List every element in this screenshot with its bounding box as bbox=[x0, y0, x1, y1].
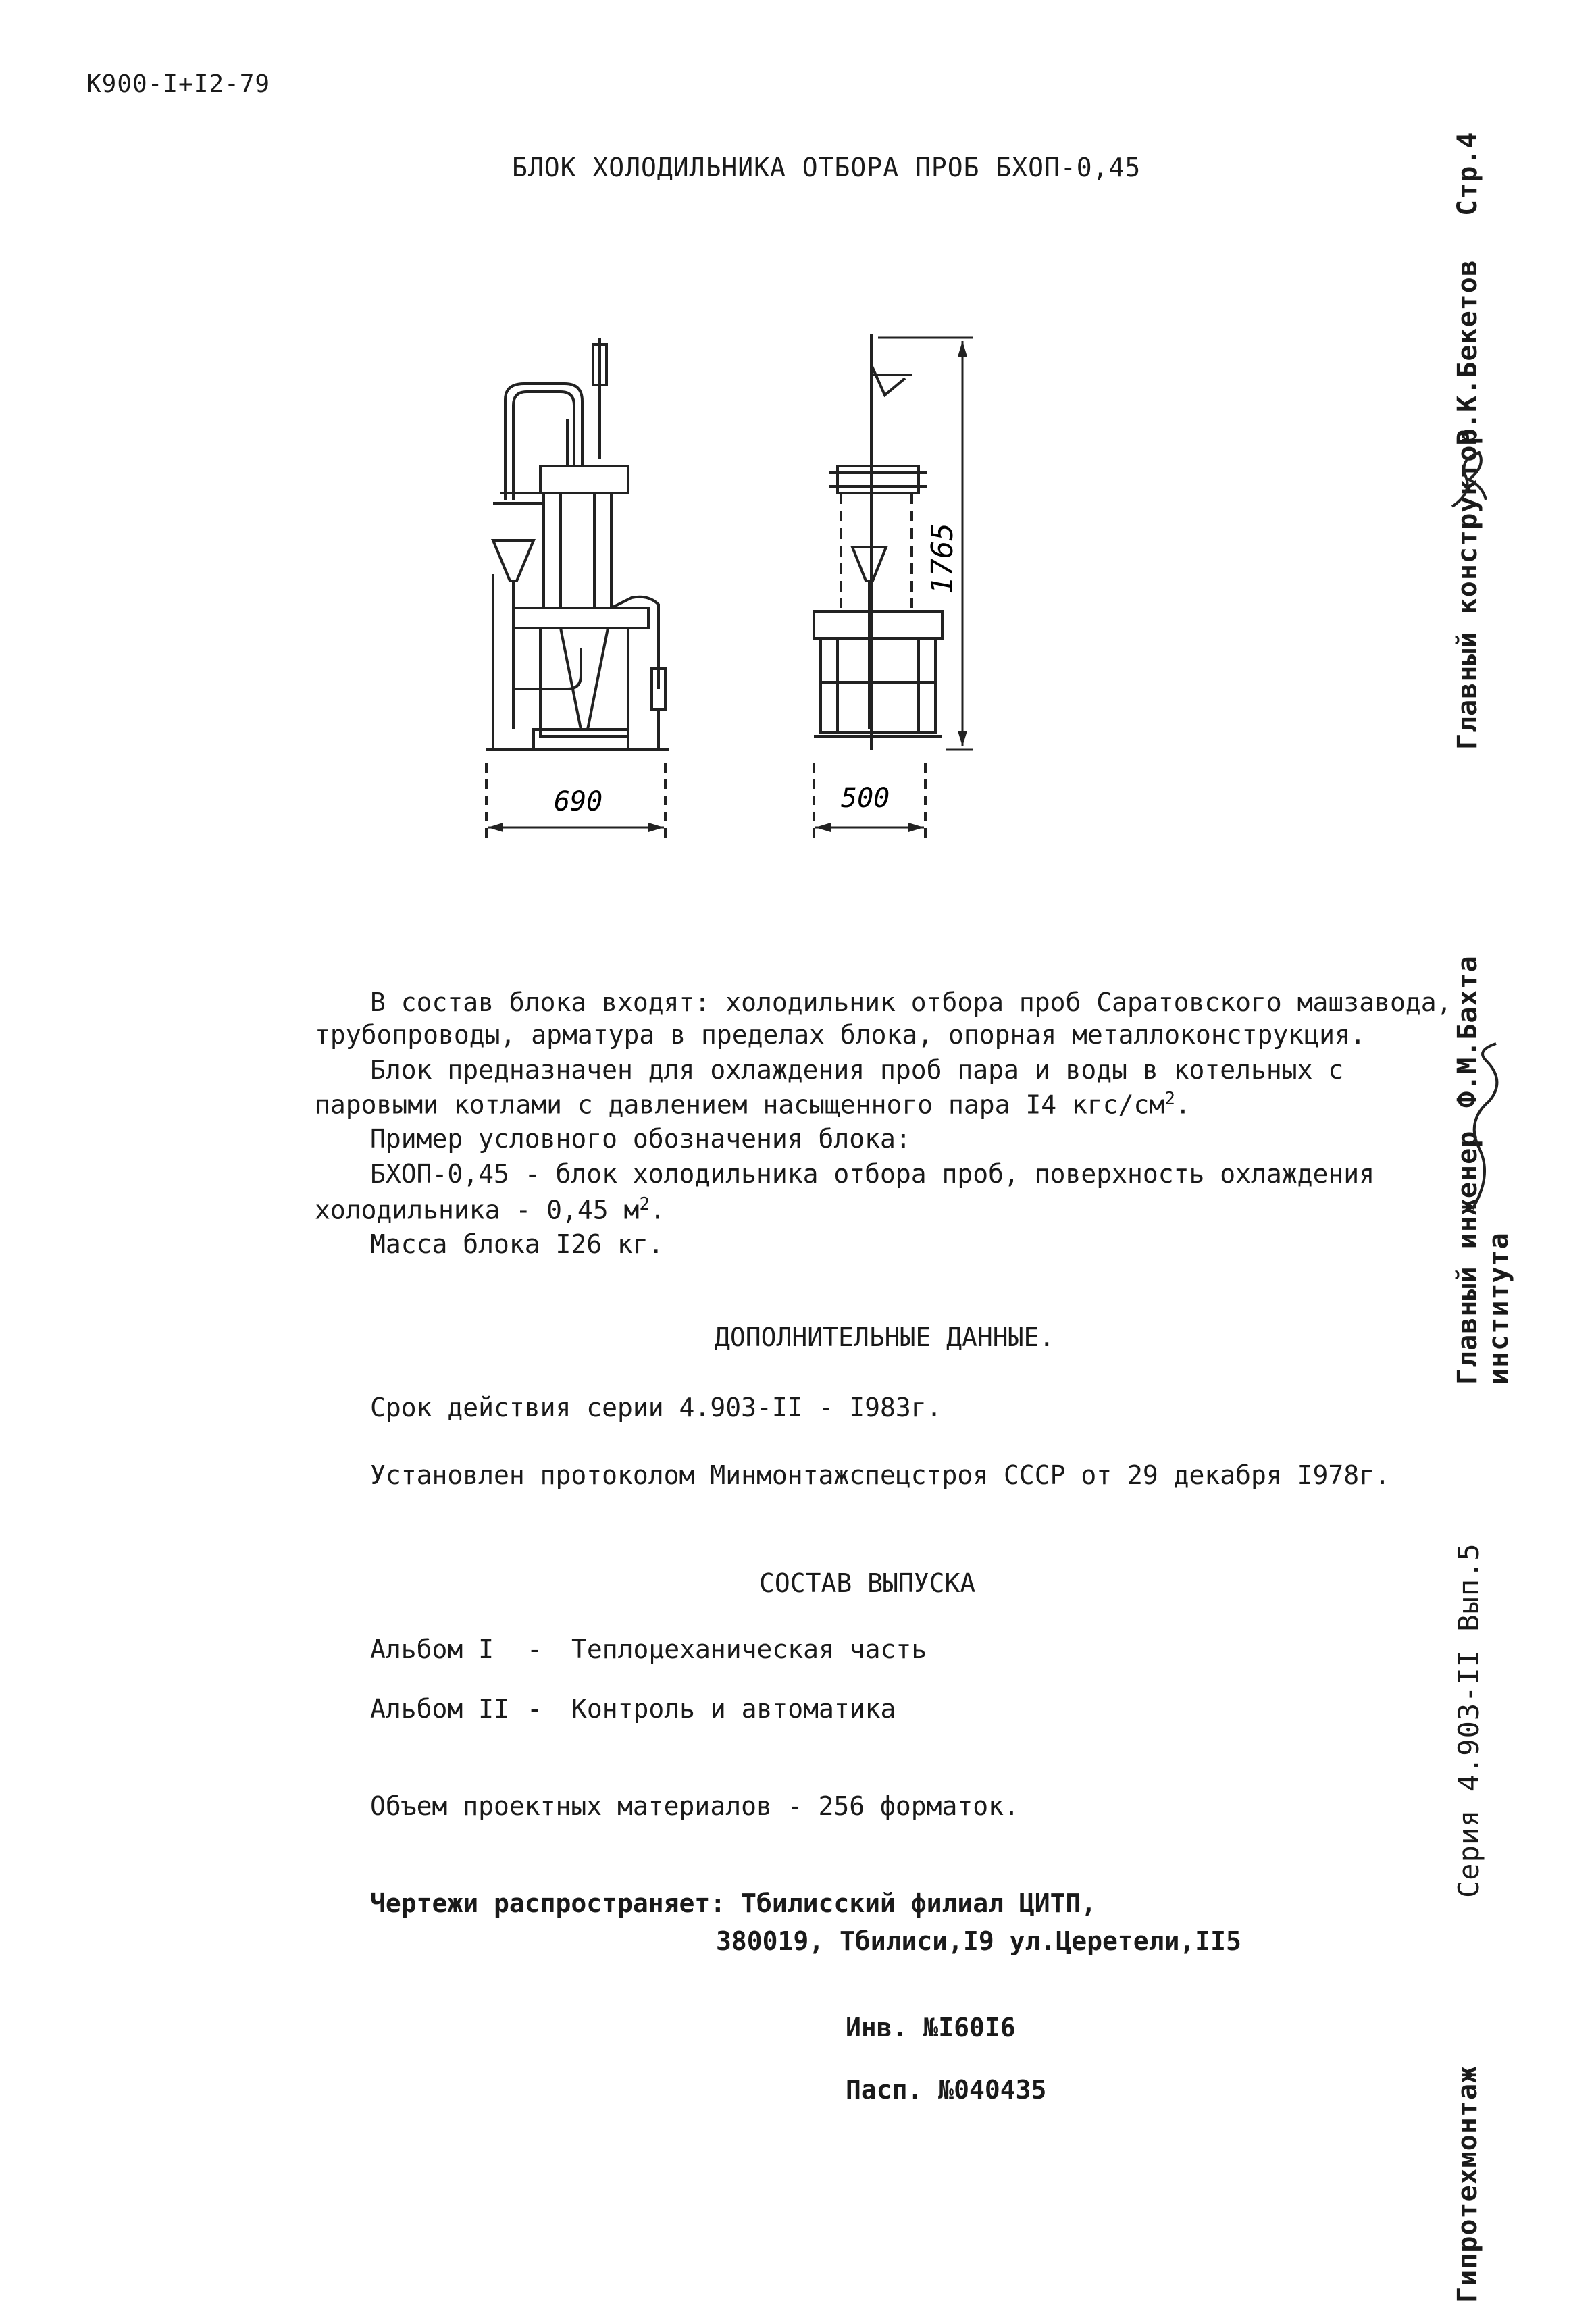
desc-p1-line1: В состав блока входят: холодильник отбора проб Саратовского машзавода, bbox=[370, 987, 1452, 1017]
album2-name: Контроль и автоматика bbox=[571, 1694, 896, 1724]
desc-p2-line2: паровыми котлами с давлением насыщенного пара I4 кгс/$см^2$. bbox=[315, 1089, 1191, 1120]
volume-text: Объем проектных материалов - 256 форматок. bbox=[370, 1791, 1019, 1821]
distribution-line1: Чертежи распространяет: Тбилисский филиал ЦИТП, bbox=[370, 1888, 1097, 1918]
distribution-line2: 380019, Тбилиси,I9 ул.Церетели,II5 bbox=[716, 1926, 1241, 1956]
page-title: БЛОК ХОЛОДИЛЬНИКА ОТБОРА ПРОБ БХОП-0,45 bbox=[512, 153, 1141, 182]
desc-p2-line1: Блок предназначен для охлаждения проб пара и воды в котельных с bbox=[370, 1055, 1344, 1085]
document-code: К900-I+I2-79 bbox=[86, 70, 271, 98]
designer-signature bbox=[1445, 439, 1493, 513]
chief-engineer-name: Ф.М.Бахта bbox=[1452, 955, 1483, 1108]
passport-number: Пасп. №040435 bbox=[846, 2075, 1047, 2105]
desc-p4-line2: холодильника - 0,45 $м^2$. bbox=[315, 1194, 665, 1225]
dimension-width-left: 690 bbox=[554, 786, 603, 817]
album2-dash: - bbox=[527, 1694, 542, 1724]
engineer-signature bbox=[1459, 1040, 1513, 1216]
additional-heading: ДОПОЛНИТЕЛЬНЫЕ ДАННЫЕ. bbox=[715, 1322, 1055, 1352]
desc-p5: Масса блока I26 кг. bbox=[370, 1229, 664, 1259]
inventory-number: Инв. №I60I6 bbox=[846, 2013, 1016, 2042]
dimension-height: 1765 bbox=[925, 523, 960, 594]
chief-designer-label: Главный конструктор bbox=[1452, 428, 1483, 750]
validity-text: Срок действия серии 4.903-II - I983г. bbox=[370, 1393, 942, 1422]
album1-label: Альбом I bbox=[370, 1635, 494, 1664]
release-heading: СОСТАВ ВЫПУСКА bbox=[759, 1568, 976, 1598]
page-number: Стр.4 bbox=[1452, 131, 1483, 216]
album1-dash: - bbox=[527, 1635, 542, 1664]
series-label: Серия 4.903-II Вып.5 bbox=[1452, 1543, 1485, 1898]
album1-name: Теплομеханическая часть bbox=[571, 1635, 927, 1664]
organization-name: Гипротехмонтаж bbox=[1452, 2065, 1483, 2303]
dimension-width-right: 500 bbox=[841, 783, 890, 814]
album2-label: Альбом II bbox=[370, 1694, 509, 1724]
desc-p4-line1: БХОП-0,45 - блок холодильника отбора проб, поверхность охлаждения bbox=[370, 1159, 1375, 1189]
desc-p3: Пример условного обозначения блока: bbox=[370, 1124, 911, 1154]
established-text: Установлен протоколом Минмонтажспецстроя СССР от 29 декабря I978г. bbox=[370, 1460, 1390, 1490]
chief-designer-name: Р.К.Бекетов bbox=[1452, 259, 1483, 446]
chief-engineer-label: Главный инженер bbox=[1452, 1130, 1483, 1385]
chief-engineer-label-2: института bbox=[1483, 1232, 1514, 1385]
desc-p1-line2: трубопроводы, арматура в пределах блока, опорная металлоконструкция. bbox=[315, 1020, 1366, 1050]
